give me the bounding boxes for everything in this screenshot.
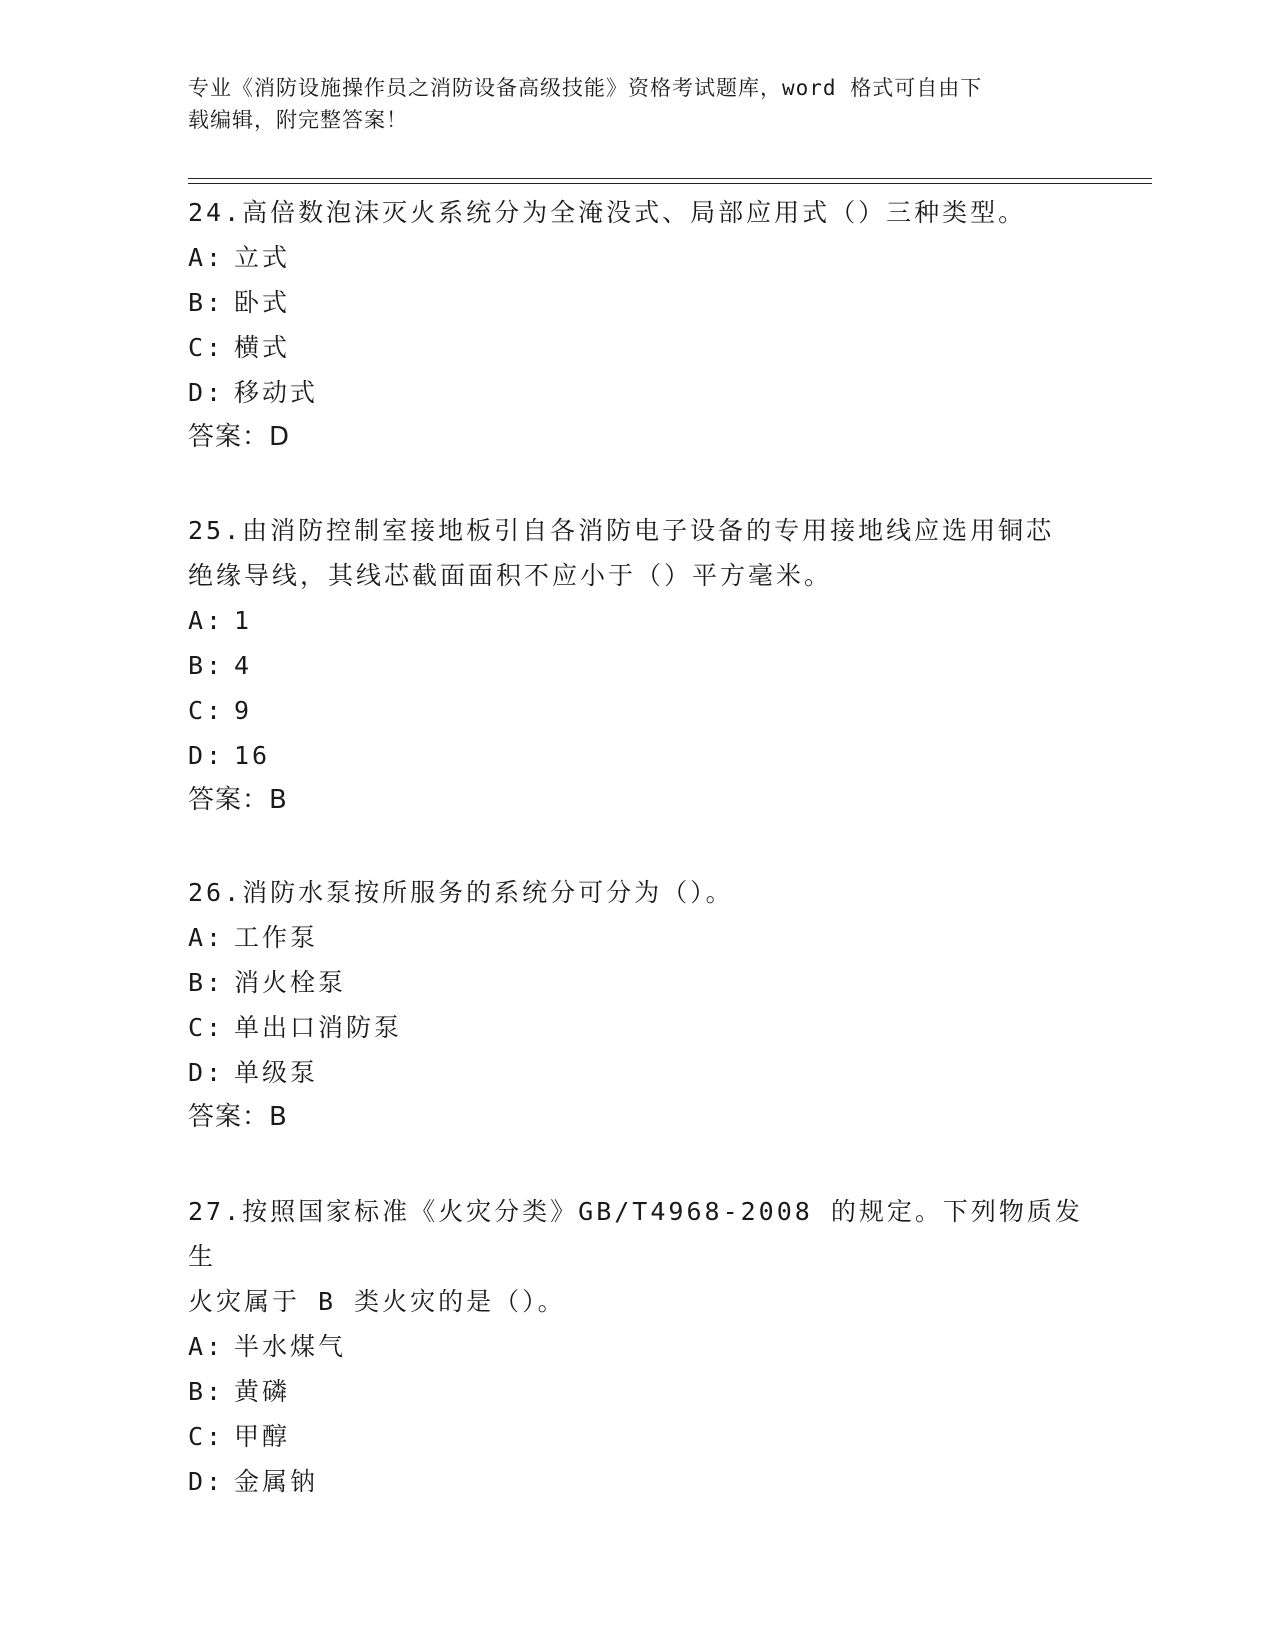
option-b xyxy=(188,1369,1088,1414)
option-text: 消火栓泵 xyxy=(234,968,347,997)
option-a xyxy=(188,915,1088,960)
option-key: D: xyxy=(188,741,225,770)
option-text: 金属钠 xyxy=(234,1467,319,1496)
question-stem: 26.消防水泵按所服务的系统分可分为（）。 xyxy=(188,878,734,907)
option-text: 9 xyxy=(234,696,253,725)
option-b xyxy=(188,960,1088,1005)
option-text: 单级泵 xyxy=(234,1058,319,1087)
option-text: 黄磷 xyxy=(234,1377,291,1406)
option-c xyxy=(188,1414,1088,1459)
option-b xyxy=(188,643,1088,688)
option-text: 1 xyxy=(234,606,253,635)
option-text: 甲醇 xyxy=(234,1422,291,1451)
option-key: C: xyxy=(188,696,225,725)
option-key: C: xyxy=(188,1422,225,1451)
option-text: 半水煤气 xyxy=(234,1332,347,1361)
question-stem: 25.由消防控制室接地板引自各消防电子设备的专用接地线应选用铜芯 xyxy=(188,516,1055,545)
option-d xyxy=(188,370,1088,415)
option-key: A: xyxy=(188,606,225,635)
document-header xyxy=(188,72,1088,136)
option-a xyxy=(188,598,1088,643)
option-text: 工作泵 xyxy=(234,923,319,952)
option-text: 单出口消防泵 xyxy=(234,1013,403,1042)
option-key: B: xyxy=(188,1377,225,1406)
option-a xyxy=(188,1324,1088,1369)
option-a xyxy=(188,235,1088,280)
question-stem: 27.按照国家标准《火灾分类》GB/T4968-2008 的规定。下列物质发生 xyxy=(188,1197,1083,1271)
option-key: D: xyxy=(188,1467,225,1496)
option-key: A: xyxy=(188,243,225,272)
option-b xyxy=(188,280,1088,325)
option-c xyxy=(188,325,1088,370)
option-key: A: xyxy=(188,923,225,952)
header-line-1: 专业《消防设施操作员之消防设备高级技能》资格考试题库，word 格式可自由下 xyxy=(188,76,983,100)
option-key: C: xyxy=(188,333,225,362)
question-stem-continued: 火灾属于 B 类火灾的是（）。 xyxy=(188,1287,566,1316)
option-text: 卧式 xyxy=(234,288,291,317)
option-key: C: xyxy=(188,1013,225,1042)
option-c xyxy=(188,688,1088,733)
question-stem-continued: 绝缘导线，其线芯截面面积不应小于（）平方毫米。 xyxy=(188,561,833,590)
option-key: A: xyxy=(188,1332,225,1361)
answer-line: 答案：B xyxy=(188,785,288,815)
option-key: B: xyxy=(188,288,225,317)
question-26 xyxy=(188,870,1088,1140)
option-text: 横式 xyxy=(234,333,291,362)
option-d xyxy=(188,1050,1088,1095)
answer-line: 答案：D xyxy=(188,422,291,452)
header-line-2: 载编辑，附完整答案！ xyxy=(188,108,408,132)
header-divider-bottom xyxy=(188,183,1152,184)
option-key: D: xyxy=(188,378,225,407)
option-d xyxy=(188,733,1088,778)
option-text: 立式 xyxy=(234,243,291,272)
option-key: D: xyxy=(188,1058,225,1087)
option-key: B: xyxy=(188,651,225,680)
option-c xyxy=(188,1005,1088,1050)
question-27 xyxy=(188,1189,1088,1504)
question-24 xyxy=(188,190,1088,460)
option-text: 4 xyxy=(234,651,253,680)
option-key: B: xyxy=(188,968,225,997)
option-d xyxy=(188,1459,1088,1504)
option-text: 16 xyxy=(234,741,271,770)
option-text: 移动式 xyxy=(234,378,319,407)
question-stem: 24.高倍数泡沫灭火系统分为全淹没式、局部应用式（）三种类型。 xyxy=(188,198,1027,227)
question-25 xyxy=(188,508,1088,823)
header-divider-top xyxy=(188,178,1152,179)
answer-line: 答案：B xyxy=(188,1102,288,1132)
